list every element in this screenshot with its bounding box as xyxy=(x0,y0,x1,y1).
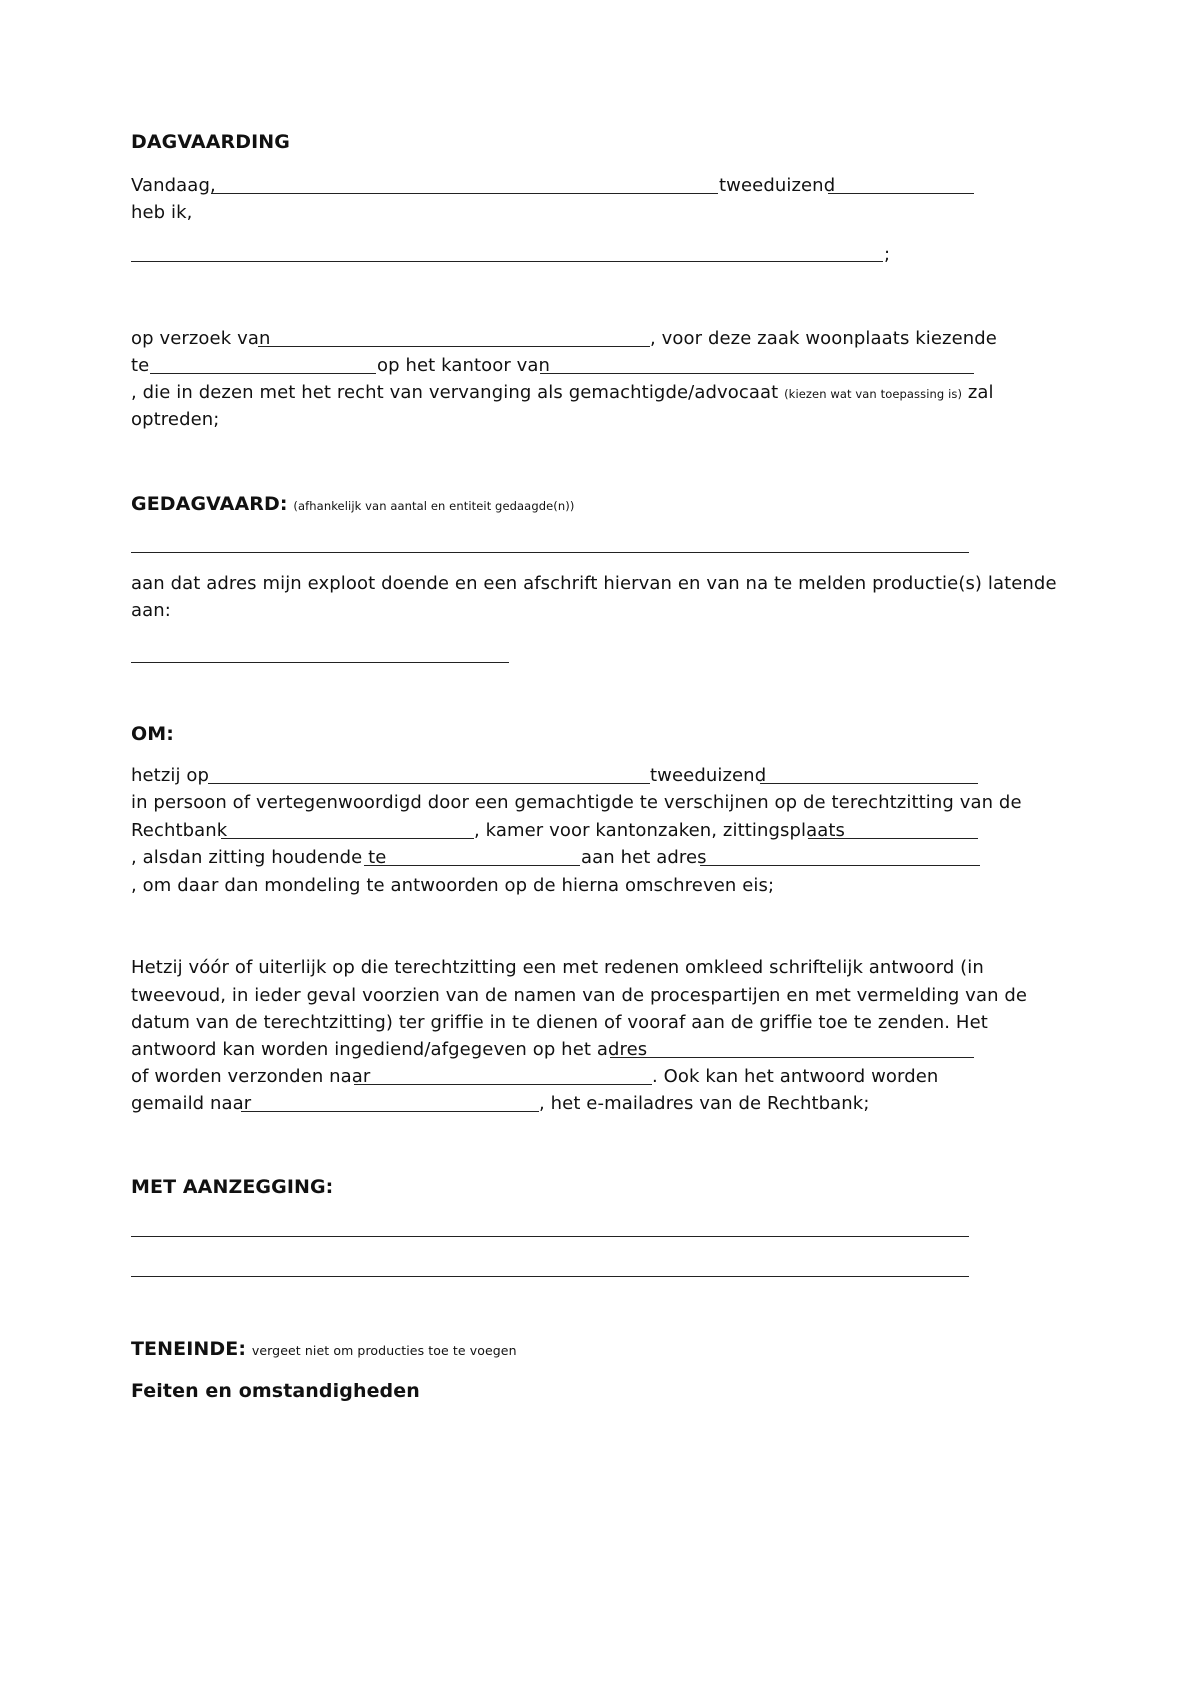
date-day-blank[interactable] xyxy=(211,193,718,194)
bailiff-name-blank[interactable] xyxy=(131,261,883,262)
document-title: DAGVAARDING xyxy=(131,131,290,153)
hetzij-op-label: hetzij op xyxy=(131,765,210,786)
defendant-blank[interactable] xyxy=(131,552,969,553)
exploot-line-2: aan: xyxy=(131,600,171,621)
served-to-blank[interactable] xyxy=(131,662,509,663)
mail-address-blank[interactable] xyxy=(354,1084,652,1085)
rechtbank-label: Rechtbank xyxy=(131,820,228,841)
office-blank[interactable] xyxy=(540,373,974,374)
court-blank[interactable] xyxy=(221,838,474,839)
gedagvaard-note: (afhankelijk van aantal en entiteit gedaagde(n)) xyxy=(293,499,575,513)
session-place-blank[interactable] xyxy=(808,838,978,839)
gedagvaard-heading-row xyxy=(131,493,574,517)
session-address-blank[interactable] xyxy=(700,865,980,866)
vervanging-text xyxy=(131,382,994,405)
op-verzoek-label: op verzoek van xyxy=(131,328,271,349)
teneinde-note: vergeet niet om producties toe te voegen xyxy=(251,1343,517,1358)
om-tweeduizend-label: tweeduizend xyxy=(650,765,767,786)
kiezen-note: (kiezen wat van toepassing is) xyxy=(784,387,963,401)
hearing-year-blank[interactable] xyxy=(760,783,978,784)
te-label: te xyxy=(131,355,150,376)
optreden-label: optreden; xyxy=(131,409,220,430)
schriftelijk-line-3: datum van de terechtzitting) ter griffie in te dienen of vooraf aan de griffie toe te zenden. Het xyxy=(131,1012,988,1033)
aanzegging-heading: MET AANZEGGING: xyxy=(131,1176,334,1198)
alsdan-label: , alsdan zitting houdende te xyxy=(131,847,387,868)
woonplaats-label: , voor deze zaak woonplaats kiezende xyxy=(650,328,997,349)
teneinde-heading: TENEINDE: xyxy=(131,1338,247,1360)
teneinde-heading-row xyxy=(131,1338,517,1362)
session-city-blank[interactable] xyxy=(364,865,580,866)
schriftelijk-line-4: antwoord kan worden ingediend/afgegeven op het adres xyxy=(131,1039,648,1060)
mondeling-line: , om daar dan mondeling te antwoorden op de hierna omschreven eis; xyxy=(131,875,775,896)
schriftelijk-line-2: tweevoud, in ieder geval voorzien van de namen van de procespartijen en met vermelding van de xyxy=(131,985,1028,1006)
tweeduizend-label: tweeduizend xyxy=(719,175,836,196)
semicolon-label: ; xyxy=(884,244,891,265)
schriftelijk-line-1: Hetzij vóór of uiterlijk op die terechtzitting een met redenen omkleed schriftelijk antwoord (in xyxy=(131,957,984,978)
gedagvaard-heading: GEDAGVAARD: xyxy=(131,493,288,515)
domicile-place-blank[interactable] xyxy=(150,373,376,374)
om-heading: OM: xyxy=(131,723,174,745)
kantoor-label: op het kantoor van xyxy=(377,355,551,376)
persoon-line: in persoon of vertegenwoordigd door een gemachtigde te verschijnen op de terechtzitting van de xyxy=(131,792,1022,813)
kamer-label: , kamer voor kantonzaken, zittingsplaats xyxy=(474,820,846,841)
ook-kan-label: . Ook kan het antwoord worden xyxy=(652,1066,939,1087)
aan-adres-label: aan het adres xyxy=(581,847,707,868)
exploot-line-1: aan dat adres mijn exploot doende en een afschrift hiervan en van na te melden productie(s) latende xyxy=(131,573,1057,594)
email-blank[interactable] xyxy=(241,1111,539,1112)
vandaag-label: Vandaag, xyxy=(131,175,216,196)
hearing-date-blank[interactable] xyxy=(208,783,650,784)
year-blank[interactable] xyxy=(828,193,974,194)
heb-ik-label: heb ik, xyxy=(131,202,193,223)
aanzegging-blank-2[interactable] xyxy=(131,1276,969,1277)
gemaild-label: gemaild naar xyxy=(131,1093,252,1114)
vervanging-label: , die in dezen met het recht van vervanging als gemachtigde/advocaat xyxy=(131,382,779,403)
claimant-blank[interactable] xyxy=(258,346,650,347)
submission-address-blank[interactable] xyxy=(610,1057,974,1058)
feiten-heading: Feiten en omstandigheden xyxy=(131,1380,420,1402)
aanzegging-blank-1[interactable] xyxy=(131,1236,969,1237)
verzonden-label: of worden verzonden naar xyxy=(131,1066,371,1087)
zal-label: zal xyxy=(967,382,994,403)
email-rechtbank-label: , het e-mailadres van de Rechtbank; xyxy=(539,1093,870,1114)
